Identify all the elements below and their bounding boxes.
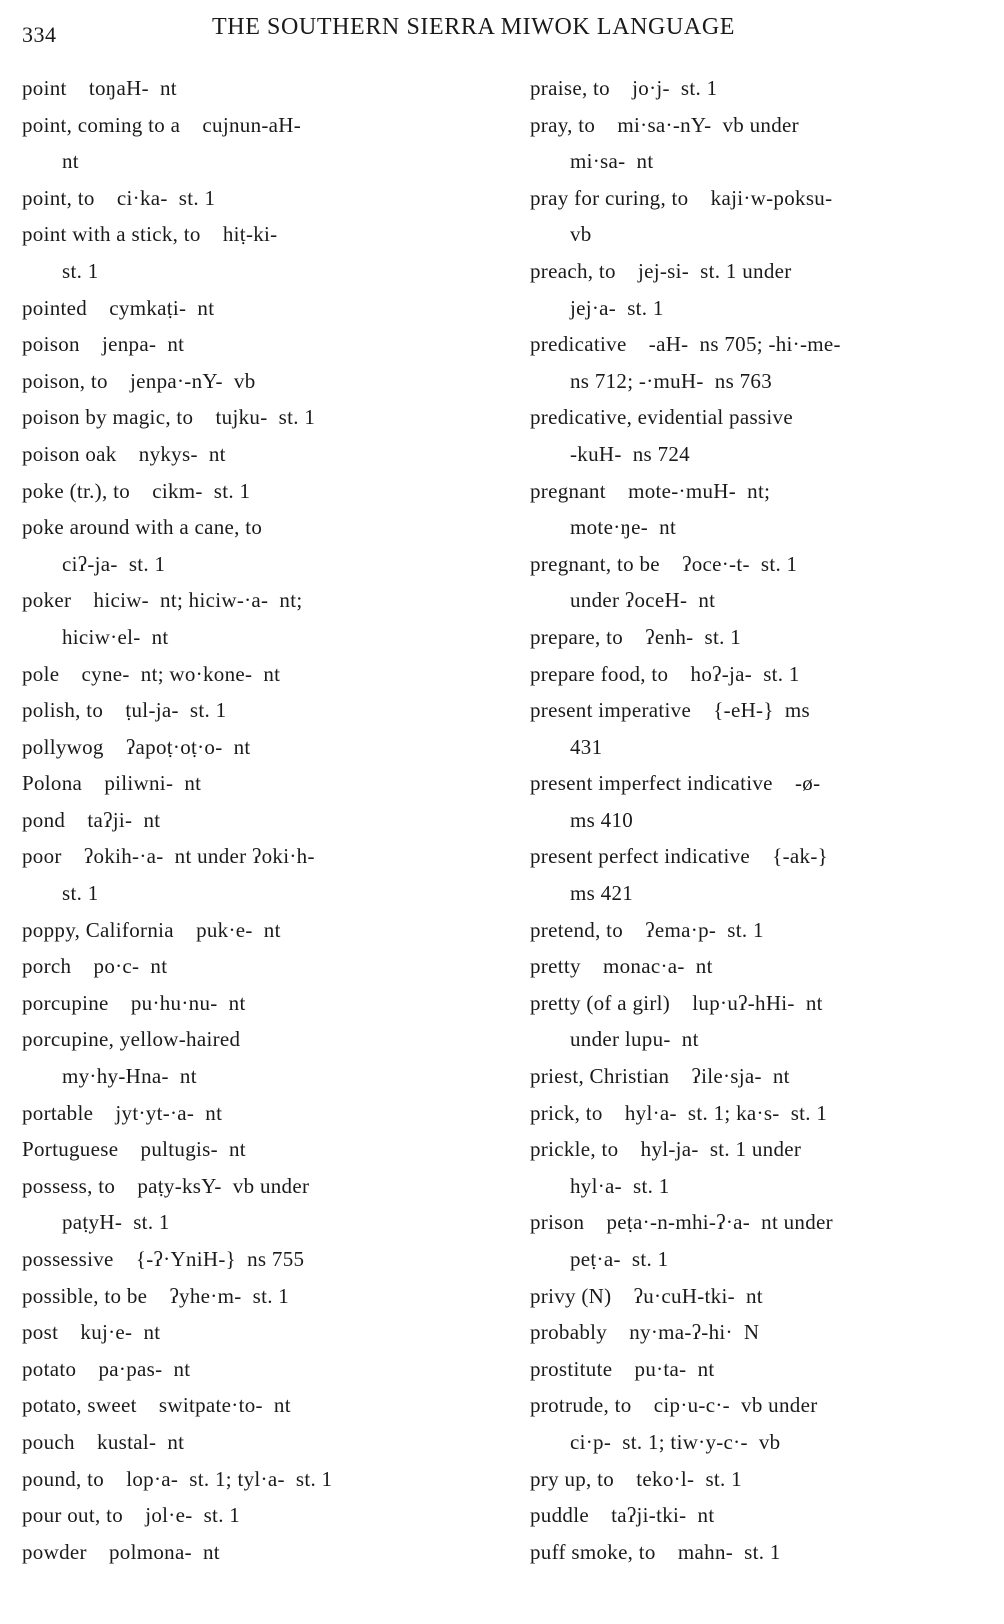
entry-line: potato pa·pas- nt xyxy=(22,1356,191,1381)
entry-line: prepare, to ʔenh- st. 1 xyxy=(530,624,742,649)
entry-continuation-line: paṭyH- st. 1 xyxy=(62,1210,170,1235)
entry-line: poor ʔokih-·a- nt under ʔoki·h- xyxy=(22,844,315,869)
entry-line: poison by magic, to tujku- st. 1 xyxy=(22,405,316,430)
entry-line: pray, to mi·sa·-nY- vb under xyxy=(530,112,799,137)
entry-line: poison, to jenpa·-nY- vb xyxy=(22,368,256,393)
entry-continuation-line: ms 421 xyxy=(570,881,634,906)
entry-line: puff smoke, to mahn- st. 1 xyxy=(530,1539,781,1564)
entry-line: prostitute pu·ta- nt xyxy=(530,1356,715,1381)
entry-line: predicative, evidential passive xyxy=(530,405,793,430)
entry-line: prickle, to hyl-ja- st. 1 under xyxy=(530,1137,802,1162)
entry-line: pole cyne- nt; wo·kone- nt xyxy=(22,661,281,686)
entry-line: praise, to jo·j- st. 1 xyxy=(530,76,718,100)
entry-line: porcupine pu·hu·nu- nt xyxy=(22,990,246,1015)
entry-continuation-line: peṭ·a- st. 1 xyxy=(570,1247,669,1271)
entry-line: predicative -aH- ns 705; -hi·-me- xyxy=(530,332,841,357)
entry-line: powder polmona- nt xyxy=(22,1539,220,1564)
entry-line: pregnant, to be ʔoce·-t- st. 1 xyxy=(530,551,798,576)
entry-line: porcupine, yellow-haired xyxy=(22,1027,241,1052)
entry-line: present perfect indicative {-ak-} xyxy=(530,844,828,869)
entry-line: prison peṭa·-n-mhi-ʔ·a- nt under xyxy=(530,1210,833,1235)
entry-line: poker hiciw- nt; hiciw-·a- nt; xyxy=(22,588,303,613)
entry-line: priest, Christian ʔile·sja- nt xyxy=(530,1064,790,1089)
entry-continuation-line: ci·p- st. 1; tiw·y-c·- vb xyxy=(570,1429,781,1454)
entry-continuation-line: mote·ŋe- nt xyxy=(570,515,677,540)
entry-continuation-line: st. 1 xyxy=(62,258,99,283)
entry-line: pour out, to jol·e- st. 1 xyxy=(22,1503,241,1528)
entry-line: poppy, California puk·e- nt xyxy=(22,917,281,942)
entry-continuation-line: under lupu- nt xyxy=(570,1027,699,1052)
entry-line: Portuguese pultugis- nt xyxy=(22,1137,246,1162)
entry-line: poke around with a cane, to xyxy=(22,515,263,540)
entry-line: possess, to paṭy-ksY- vb under xyxy=(22,1173,310,1198)
entry-continuation-line: under ʔoceH- nt xyxy=(570,588,716,613)
entry-continuation-line: hyl·a- st. 1 xyxy=(570,1173,670,1198)
entry-line: Polona piliwni- nt xyxy=(22,771,202,796)
entry-line: present imperfect indicative -ø- xyxy=(530,771,821,796)
entry-line: puddle taʔji-tki- nt xyxy=(530,1503,715,1528)
entry-line: pregnant mote-·muH- nt; xyxy=(530,478,771,503)
entry-continuation-line: ms 410 xyxy=(570,807,634,832)
entry-line: point toŋaH- nt xyxy=(22,76,177,100)
entry-line: poison oak nykys- nt xyxy=(22,441,226,466)
entry-line: pond taʔji- nt xyxy=(22,807,161,832)
entry-continuation-line: -kuH- ns 724 xyxy=(570,441,690,466)
entry-line: pretty monac·a- nt xyxy=(530,954,713,979)
entry-line: pouch kustal- nt xyxy=(22,1429,185,1454)
entry-line: pollywog ʔapoṭ·oṭ·o- nt xyxy=(22,734,251,759)
entry-line: pound, to lop·a- st. 1; tyl·a- st. 1 xyxy=(22,1466,333,1491)
entry-continuation-line: ciʔ-ja- st. 1 xyxy=(62,551,166,576)
entry-continuation-line: hiciw·el- nt xyxy=(62,624,169,649)
entry-continuation-line: vb xyxy=(570,222,592,247)
entry-line: present imperative {-eH-} ms xyxy=(530,698,810,723)
entry-continuation-line: nt xyxy=(62,149,79,174)
running-title: THE SOUTHERN SIERRA MIWOK LANGUAGE xyxy=(212,14,736,40)
entry-continuation-line: jej·a- st. 1 xyxy=(570,295,664,320)
entry-line: post kuj·e- nt xyxy=(22,1320,161,1345)
page-number: 334 xyxy=(22,22,57,47)
entry-continuation-line: 431 xyxy=(570,734,603,759)
entry-line: pointed cymkaṭi- nt xyxy=(22,295,215,320)
entry-line: point, to ci·ka- st. 1 xyxy=(22,185,216,210)
entry-line: probably ny·ma-ʔ-hi· N xyxy=(530,1320,760,1345)
entry-line: portable jyt·yt-·a- nt xyxy=(22,1100,223,1125)
entry-line: pretend, to ʔema·p- st. 1 xyxy=(530,917,764,942)
right-column xyxy=(530,70,998,1570)
entry-continuation-line: ns 712; -·muH- ns 763 xyxy=(570,368,773,393)
entry-line: poke (tr.), to cikm- st. 1 xyxy=(22,478,251,503)
entry-line: prepare food, to hoʔ-ja- st. 1 xyxy=(530,661,800,686)
entry-line: pretty (of a girl) lup·uʔ-hHi- nt xyxy=(530,990,823,1015)
entry-line: porch po·c- nt xyxy=(22,954,168,979)
entry-line: possessive {-ʔ·YniH-} ns 755 xyxy=(22,1247,305,1271)
entry-continuation-line: my·hy-Hna- nt xyxy=(62,1064,197,1089)
entry-line: point, coming to a cujnun-aH- xyxy=(22,112,302,137)
entry-line: pry up, to teko·l- st. 1 xyxy=(530,1466,742,1491)
entry-line: pray for curing, to kaji·w-poksu- xyxy=(530,185,833,210)
entry-line: possible, to be ʔyhe·m- st. 1 xyxy=(22,1283,290,1308)
entry-line: privy (N) ʔu·cuH-tki- nt xyxy=(530,1283,763,1308)
entry-continuation-line: st. 1 xyxy=(62,881,99,906)
entry-continuation-line: mi·sa- nt xyxy=(570,149,654,174)
entry-line: prick, to hyl·a- st. 1; ka·s- st. 1 xyxy=(530,1100,828,1125)
entry-line: point with a stick, to hiṭ-ki- xyxy=(22,222,278,247)
entry-line: polish, to ṭul-ja- st. 1 xyxy=(22,698,227,723)
entry-line: potato, sweet switpate·to- nt xyxy=(22,1393,291,1418)
entry-line: protrude, to cip·u-c·- vb under xyxy=(530,1393,818,1418)
left-column xyxy=(22,70,492,1570)
page-header xyxy=(22,14,964,54)
entry-line: preach, to jej-si- st. 1 under xyxy=(530,258,792,283)
entry-line: poison jenpa- nt xyxy=(22,332,185,357)
